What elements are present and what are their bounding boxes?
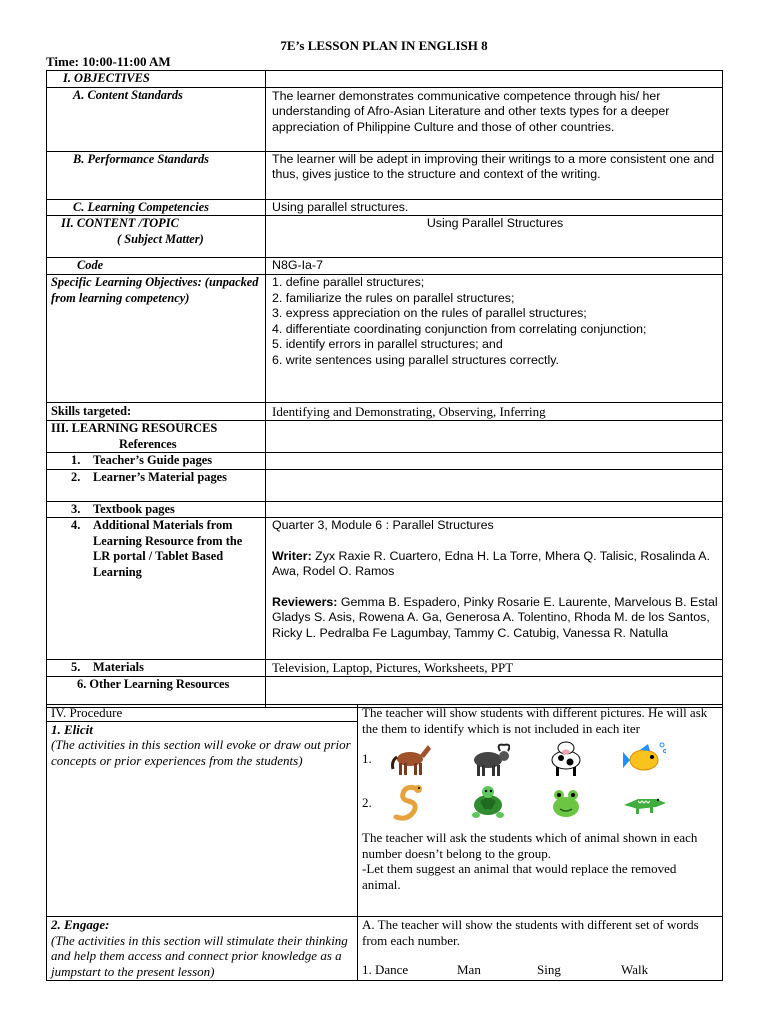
objective-item: 5. identify errors in parallel structures; and xyxy=(272,337,503,351)
content-topic-cell xyxy=(47,216,266,258)
elicit-right-cell xyxy=(358,705,723,917)
word-item: Sing xyxy=(537,962,561,977)
elicit-intro: The teacher will show students with different pictures. He will ask the them to identify which is not included in each iter xyxy=(362,705,708,736)
additional-materials-label: 4. Additional Materials from Learning Resource from the LR portal / Tablet Based Learning xyxy=(47,518,266,660)
objectives-empty-cell xyxy=(266,71,723,88)
lesson-plan-table xyxy=(46,70,723,708)
animal-row-2 xyxy=(362,782,718,824)
content-standards-value: The learner demonstrates communicative competence through his/ her understanding of Afro-Asian Literature and other texts types for a deeper appreciation of Philippine Culture and those of other countries. xyxy=(266,87,723,151)
references-label: References xyxy=(119,436,177,451)
content-topic-label: II. CONTENT /TOPIC xyxy=(61,216,179,230)
objectives-heading: I. OBJECTIVES xyxy=(47,71,266,88)
resources-heading: III. LEARNING RESOURCES xyxy=(51,421,218,435)
writers: Writer: Zyx Raxie R. Cuartero, Edna H. La Torre, Mhera Q. Talisic, Rosalinda A. Awa, Rodel O. Ramos xyxy=(272,548,710,578)
skills-label: Skills targeted: xyxy=(47,403,266,421)
carabao-icon xyxy=(466,739,510,779)
word-item: 1. Dance xyxy=(362,962,409,977)
code-label: Code xyxy=(47,258,266,275)
other-resources-value xyxy=(266,676,723,707)
procedure-table xyxy=(46,704,723,981)
resources-empty-cell xyxy=(266,421,723,453)
elicit-description: (The activities in this section will evoke or draw out prior concepts or prior experiences from the students) xyxy=(51,737,351,768)
textbook-value xyxy=(266,501,723,518)
word-item: Man xyxy=(457,962,481,977)
engage-left-cell xyxy=(47,917,358,981)
animal-row-1 xyxy=(362,738,718,780)
horse-icon xyxy=(388,739,432,779)
materials-label: 5. Materials xyxy=(47,660,266,677)
procedure-heading: IV. Procedure xyxy=(47,705,357,722)
engage-description: (The activities in this section will stimulate their thinking and help them access and connect prior knowledge as a jumpstart to the present lesson) xyxy=(51,932,348,979)
materials-value: Television, Laptop, Pictures, Worksheets, PPT xyxy=(266,660,723,677)
content-topic-sublabel: ( Subject Matter) xyxy=(117,231,204,246)
engage-intro: A. The teacher will show the students with different set of words from each number. xyxy=(362,917,699,948)
page-title: 7E’s LESSON PLAN IN ENGLISH 8 xyxy=(280,38,488,53)
resources-heading-cell xyxy=(47,421,266,453)
elicit-left-cell xyxy=(47,705,358,917)
additional-materials-value xyxy=(266,518,723,660)
fish-icon xyxy=(622,739,666,779)
skills-value: Identifying and Demonstrating, Observing, Inferring xyxy=(266,403,723,421)
elicit-title: 1. Elicit xyxy=(51,721,93,737)
elicit-suggest: -Let them suggest an animal that would replace the removed animal. xyxy=(362,861,677,892)
snake-icon xyxy=(388,783,432,823)
objective-item: 3. express appreciation on the rules of parallel structures; xyxy=(272,306,587,320)
other-resources-label: 6. Other Learning Resources xyxy=(47,676,266,707)
learning-competencies-value: Using parallel structures. xyxy=(266,199,723,216)
time-label: Time: 10:00-11:00 AM xyxy=(46,54,171,69)
elicit-followup: The teacher will ask the students which of animal shown in each number doesn’t belong to the group. xyxy=(362,830,698,861)
module-reference: Quarter 3, Module 6 : Parallel Structures xyxy=(272,518,494,532)
performance-standards-value: The learner will be adept in improving their writings to a more consistent one and thus, gives justice to the structure and context of the writing. xyxy=(266,151,723,199)
objective-item: 4. differentiate coordinating conjunction from correlating conjunction; xyxy=(272,321,647,336)
teachers-guide-value xyxy=(266,453,723,470)
specific-objectives-list xyxy=(266,275,723,403)
row-number: 2. xyxy=(362,795,372,811)
learners-material-label: 2. Learner’s Material pages xyxy=(47,469,266,501)
teachers-guide-label: 1. Teacher’s Guide pages xyxy=(47,453,266,470)
content-standards-label: A. Content Standards xyxy=(47,87,266,151)
textbook-label: 3. Textbook pages xyxy=(47,501,266,518)
crocodile-icon xyxy=(622,783,666,823)
frog-icon xyxy=(544,783,588,823)
objective-item: 2. familiarize the rules on parallel structures; xyxy=(272,290,515,305)
specific-objectives-label: Specific Learning Objectives: (unpacked from learning competency) xyxy=(47,275,266,403)
learning-competencies-label: C. Learning Competencies xyxy=(47,199,266,216)
turtle-icon xyxy=(466,783,510,823)
engage-title: 2. Engage: xyxy=(51,917,110,932)
content-topic-value: Using Parallel Structures xyxy=(266,216,723,258)
performance-standards-label: B. Performance Standards xyxy=(47,151,266,199)
cow-icon xyxy=(544,739,588,779)
objective-item: 6. write sentences using parallel structures correctly. xyxy=(272,352,559,367)
word-item: Walk xyxy=(621,962,649,977)
reviewers: Reviewers: Gemma B. Espadero, Pinky Rosarie E. Laurente, Marvelous B. Estal Gladys S. Asis, Rowena A. Ga, Generosa A. Tolentino, Rhoda M. de los Santos, Ricky L. Pedralba Fe Lagumbay, Tammy C. Catubig, Vanessa R. Natulla xyxy=(272,594,718,640)
word-set xyxy=(362,962,718,978)
learners-material-value xyxy=(266,469,723,501)
row-number: 1. xyxy=(362,751,372,767)
code-value: N8G-Ia-7 xyxy=(266,258,723,275)
engage-right-cell xyxy=(358,917,723,981)
objective-item: 1. define parallel structures; xyxy=(272,275,425,289)
